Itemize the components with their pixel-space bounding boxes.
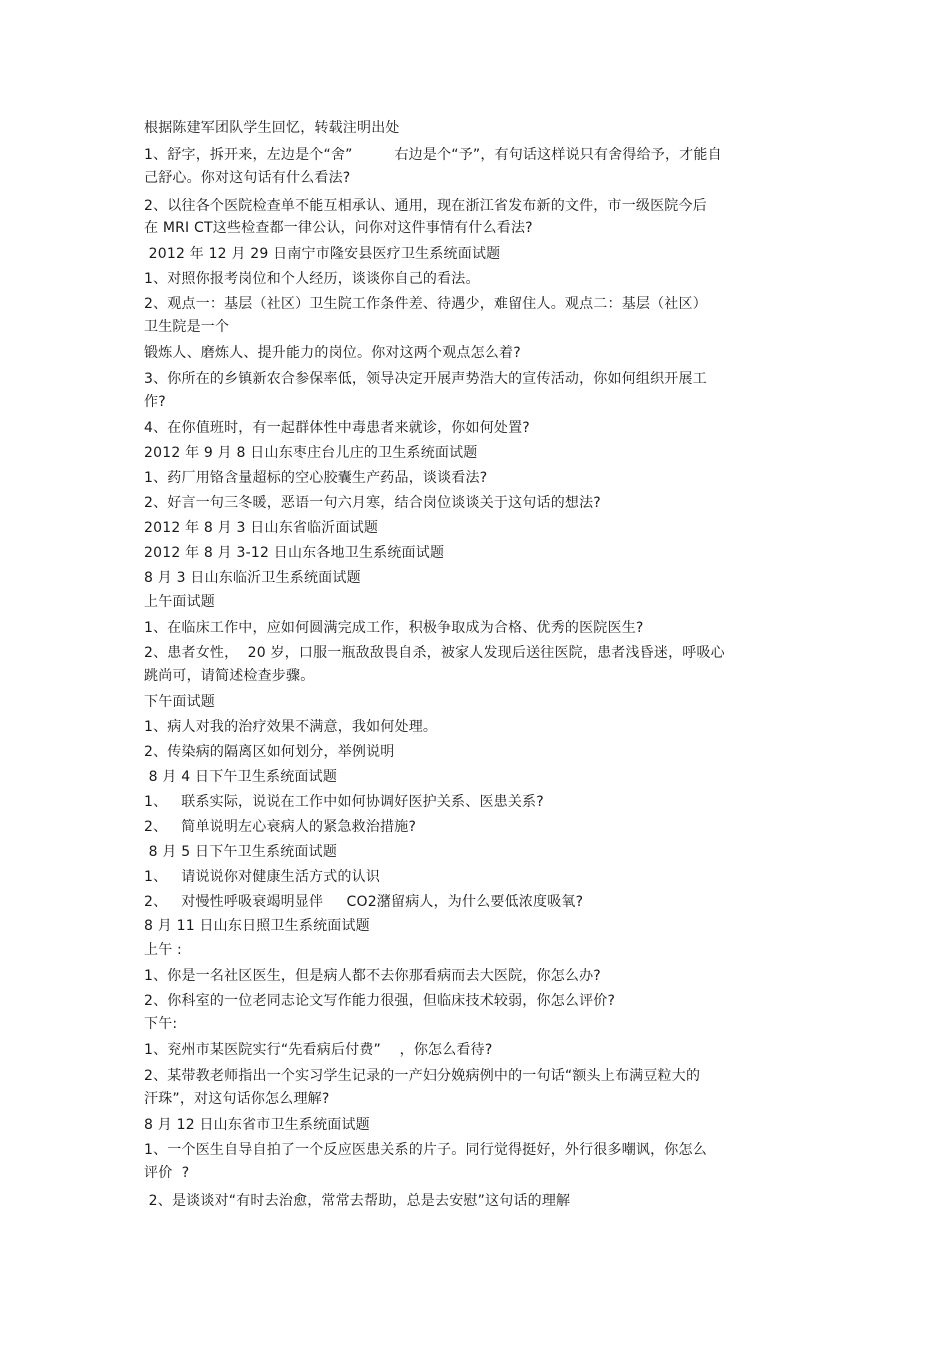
text-line: 1、兖州市某医院实行“先看病后付费” ，你怎么看待? (144, 1042, 493, 1058)
text-line: 在 MRI CT这些检查都一律公认，问你对这件事情有什么看法? (144, 220, 533, 236)
text-line: 2、 对慢性呼吸衰竭明显伴 CO2潴留病人，为什么要低浓度吸氧? (144, 894, 584, 910)
text-line: 8 月 4 日下午卫生系统面试题 (144, 769, 338, 785)
text-line: 8 月 12 日山东省市卫生系统面试题 (144, 1117, 370, 1133)
text-line: 己舒心。你对这句话有什么看法? (144, 170, 351, 186)
text-line: 8 月 5 日下午卫生系统面试题 (144, 844, 338, 860)
text-line: 1、 请说说你对健康生活方式的认识 (144, 869, 381, 885)
text-line: 汗珠”，对这句话你怎么理解? (144, 1091, 330, 1107)
text-line: 锻炼人、磨炼人、提升能力的岗位。你对这两个观点怎么着? (144, 345, 521, 361)
text-line: 8 月 3 日山东临沂卫生系统面试题 (144, 570, 361, 586)
text-line: 2、 简单说明左心衰病人的紧急救治措施? (144, 819, 417, 835)
text-line: 根据陈建军团队学生回忆，转载注明出处 (144, 120, 400, 136)
text-line: 1、对照你报考岗位和个人经历，谈谈你自己的看法。 (144, 271, 480, 287)
text-line: 2、是谈谈对“有时去治愈，常常去帮助，总是去安慰”这句话的理解 (144, 1193, 571, 1209)
text-line: 2012 年 9 月 8 日山东枣庄台儿庄的卫生系统面试题 (144, 445, 478, 461)
text-line: 上午 : (144, 942, 182, 958)
text-line: 1、一个医生自导自拍了一个反应医患关系的片子。同行觉得挺好，外行很多嘲讽，你怎么 (144, 1142, 707, 1158)
text-line: 2、观点一：基层（社区）卫生院工作条件差、待遇少，难留住人。观点二：基层（社区） (144, 296, 707, 312)
text-line: 1、病人对我的治疗效果不满意，我如何处理。 (144, 719, 438, 735)
text-line: 上午面试题 (144, 594, 215, 610)
text-line: 2、患者女性， 20 岁，口服一瓶敌敌畏自杀，被家人发现后送往医院，患者浅昏迷，呼吸心 (144, 645, 725, 661)
text-line: 卫生院是一个 (144, 319, 230, 335)
text-line: 评价 ? (144, 1165, 190, 1181)
text-line: 2、好言一句三冬暖，恶语一句六月寒，结合岗位谈谈关于这句话的想法? (144, 495, 601, 511)
text-line: 2012 年 12 月 29 日南宁市隆安县医疗卫生系统面试题 (144, 246, 501, 262)
text-line: 3、你所在的乡镇新农合参保率低，领导决定开展声势浩大的宣传活动，你如何组织开展工 (144, 371, 707, 387)
text-line: 2012 年 8 月 3 日山东省临沂面试题 (144, 520, 379, 536)
text-line: 1、你是一名社区医生，但是病人都不去你那看病而去大医院，你怎么办? (144, 968, 601, 984)
text-line: 1、 联系实际，说说在工作中如何协调好医护关系、医患关系? (144, 794, 544, 810)
text-line: 2、以往各个医院检查单不能互相承认、通用，现在浙江省发布新的文件，市一级医院今后 (144, 198, 707, 214)
text-line: 2、你科室的一位老同志论文写作能力很强，但临床技术较弱，你怎么评价? (144, 993, 616, 1009)
text-line: 8 月 11 日山东日照卫生系统面试题 (144, 918, 370, 934)
text-line: 作? (144, 394, 166, 410)
text-line: 下午面试题 (144, 694, 215, 710)
text-line: 1、舒字，拆开来，左边是个“舍” 右边是个“予”，有句话这样说只有舍得给予，才能自 (144, 147, 722, 163)
text-line: 1、在临床工作中，应如何圆满完成工作，积极争取成为合格、优秀的医院医生? (144, 620, 644, 636)
text-line: 1、药厂用铬含量超标的空心胶囊生产药品，谈谈看法? (144, 470, 488, 486)
text-line: 2、某带教老师指出一个实习学生记录的一产妇分娩病例中的一句话“额头上布满豆粒大的 (144, 1068, 701, 1084)
text-line: 2012 年 8 月 3-12 日山东各地卫生系统面试题 (144, 545, 445, 561)
text-line: 2、传染病的隔离区如何划分，举例说明 (144, 744, 395, 760)
text-line: 4、在你值班时，有一起群体性中毒患者来就诊，你如何处置? (144, 420, 530, 436)
text-line: 跳尚可，请简述检查步骤。 (144, 668, 315, 684)
text-line: 下午: (144, 1016, 178, 1032)
